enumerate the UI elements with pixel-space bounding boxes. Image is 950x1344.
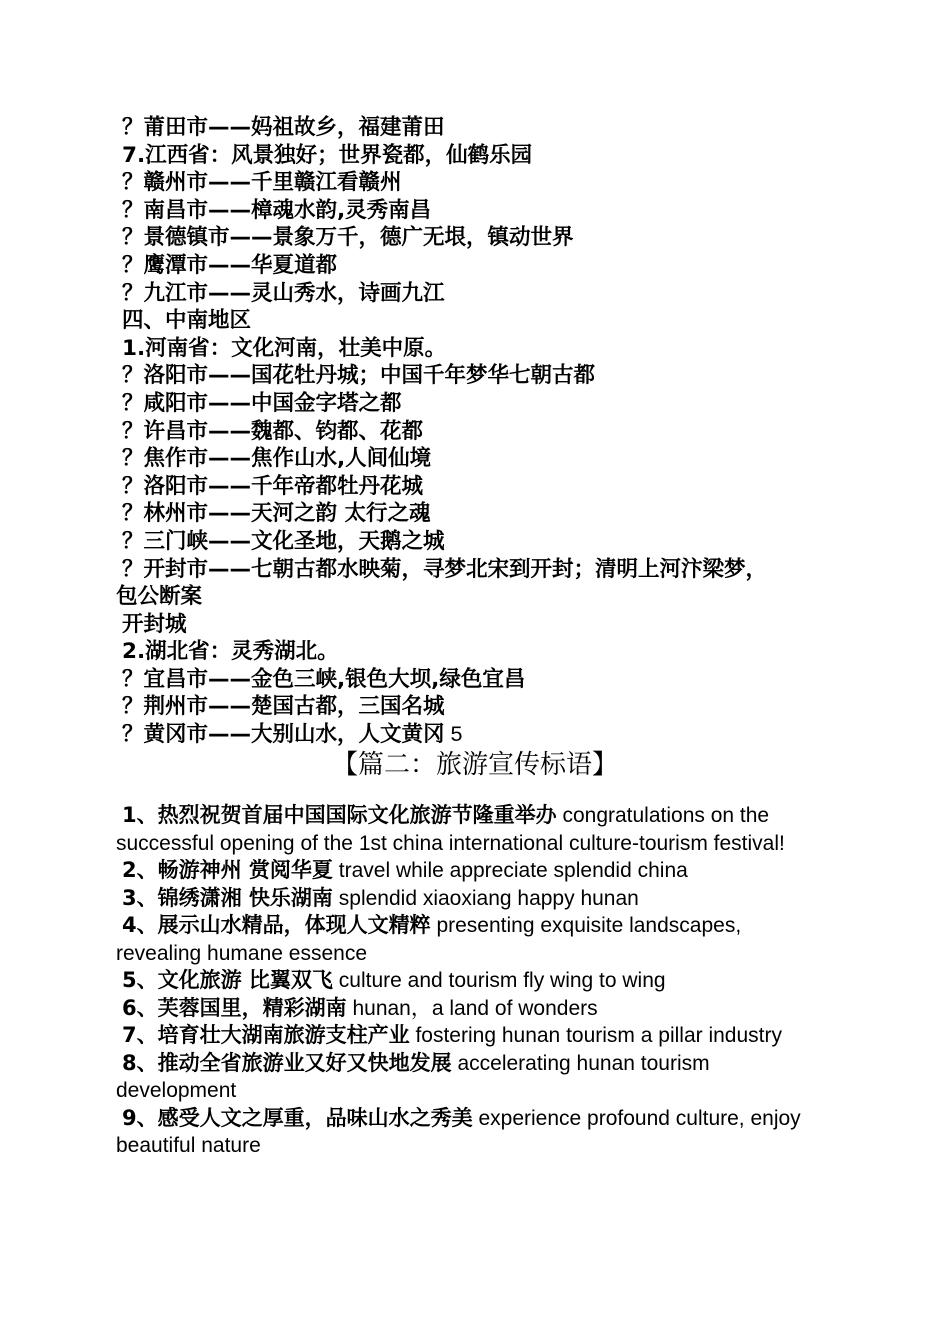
slogan-item: 9、感受人文之厚重，品味山水之秀美 experience profound culture, enjoy beautiful nature (116, 1105, 801, 1157)
text-line: ？宜昌市——金色三峡,银色大坝,绿色宜昌 (122, 666, 526, 692)
text-line: ？莆田市——妈祖故乡，福建莆田 (122, 115, 445, 140)
text-line: ？开封市——七朝古都水映菊，寻梦北宋到开封；清明上河汴梁梦， (122, 556, 768, 582)
slogan-item: 8、推动全省旅游业又好又快地发展 accelerating hunan tourism development (116, 1050, 710, 1102)
text-line: ？洛阳市——国花牡丹城；中国千年梦华七朝古都 (122, 363, 596, 389)
text-line: 7.江西省：风景独好；世界瓷都，仙鹤乐园 (122, 142, 533, 168)
text-line: ？许昌市——魏都、钧都、花都 (122, 418, 424, 444)
text-line: ？景德镇市——景象万千，德广无垠，镇动世界 (122, 225, 574, 251)
section-heading: 【篇二：旅游宣传标语】 (331, 750, 618, 780)
slogan-item: 1、热烈祝贺首届中国国际文化旅游节隆重举办 congratulations on the successful opening of the 1st china international culture-tourism festival! (116, 803, 785, 855)
city-slogan-list (116, 114, 846, 749)
text-line: ？鹰潭市——华夏道都 (122, 252, 338, 278)
text-line: 开封城 (122, 611, 187, 637)
text-line: ？黄冈市——大别山水，人文黄冈 5 (122, 722, 463, 748)
slogan-item: 5、文化旅游 比翼双飞 culture and tourism fly wing to wing (122, 968, 666, 992)
text-line: 包公断案 (116, 584, 203, 610)
province-line: 1.河南省：文化河南，壮美中原。 (122, 335, 447, 361)
text-line: ？焦作市——焦作山水,人间仙境 (122, 446, 432, 472)
region-heading: 四、中南地区 (122, 308, 252, 334)
text-line: ？林州市——天河之韵 太行之魂 (122, 501, 431, 527)
slogan-item: 4、展示山水精品，体现人文精粹 presenting exquisite landscapes, revealing humane essence (116, 913, 742, 965)
text-line: ？九江市——灵山秀水，诗画九江 (122, 280, 445, 306)
text-line: ？三门峡——文化圣地，天鹅之城 (122, 528, 445, 554)
province-line: 2.湖北省：灵秀湖北。 (122, 639, 339, 665)
slogan-item: 6、芙蓉国里，精彩湖南 hunan，a land of wonders (122, 995, 598, 1020)
tourism-slogan-list (116, 802, 832, 1160)
text-line: ？赣州市——千里赣江看赣州 (122, 170, 402, 196)
text-line: ？洛阳市——千年帝都牡丹花城 (122, 473, 424, 499)
text-line: ？咸阳市——中国金字塔之都 (122, 390, 402, 416)
slogan-item: 2、畅游神州 赏阅华夏 travel while appreciate splendid china (122, 858, 688, 882)
text-line: ？南昌市——樟魂水韵,灵秀南昌 (122, 197, 432, 223)
page-number: 5 (444, 722, 463, 747)
slogan-item: 3、锦绣潇湘 快乐湖南 splendid xiaoxiang happy hunan (122, 885, 639, 910)
text-line: ？荆州市——楚国古都，三国名城 (122, 694, 445, 720)
slogan-item: 7、培育壮大湖南旅游支柱产业 fostering hunan tourism a pillar industry (122, 1023, 782, 1047)
